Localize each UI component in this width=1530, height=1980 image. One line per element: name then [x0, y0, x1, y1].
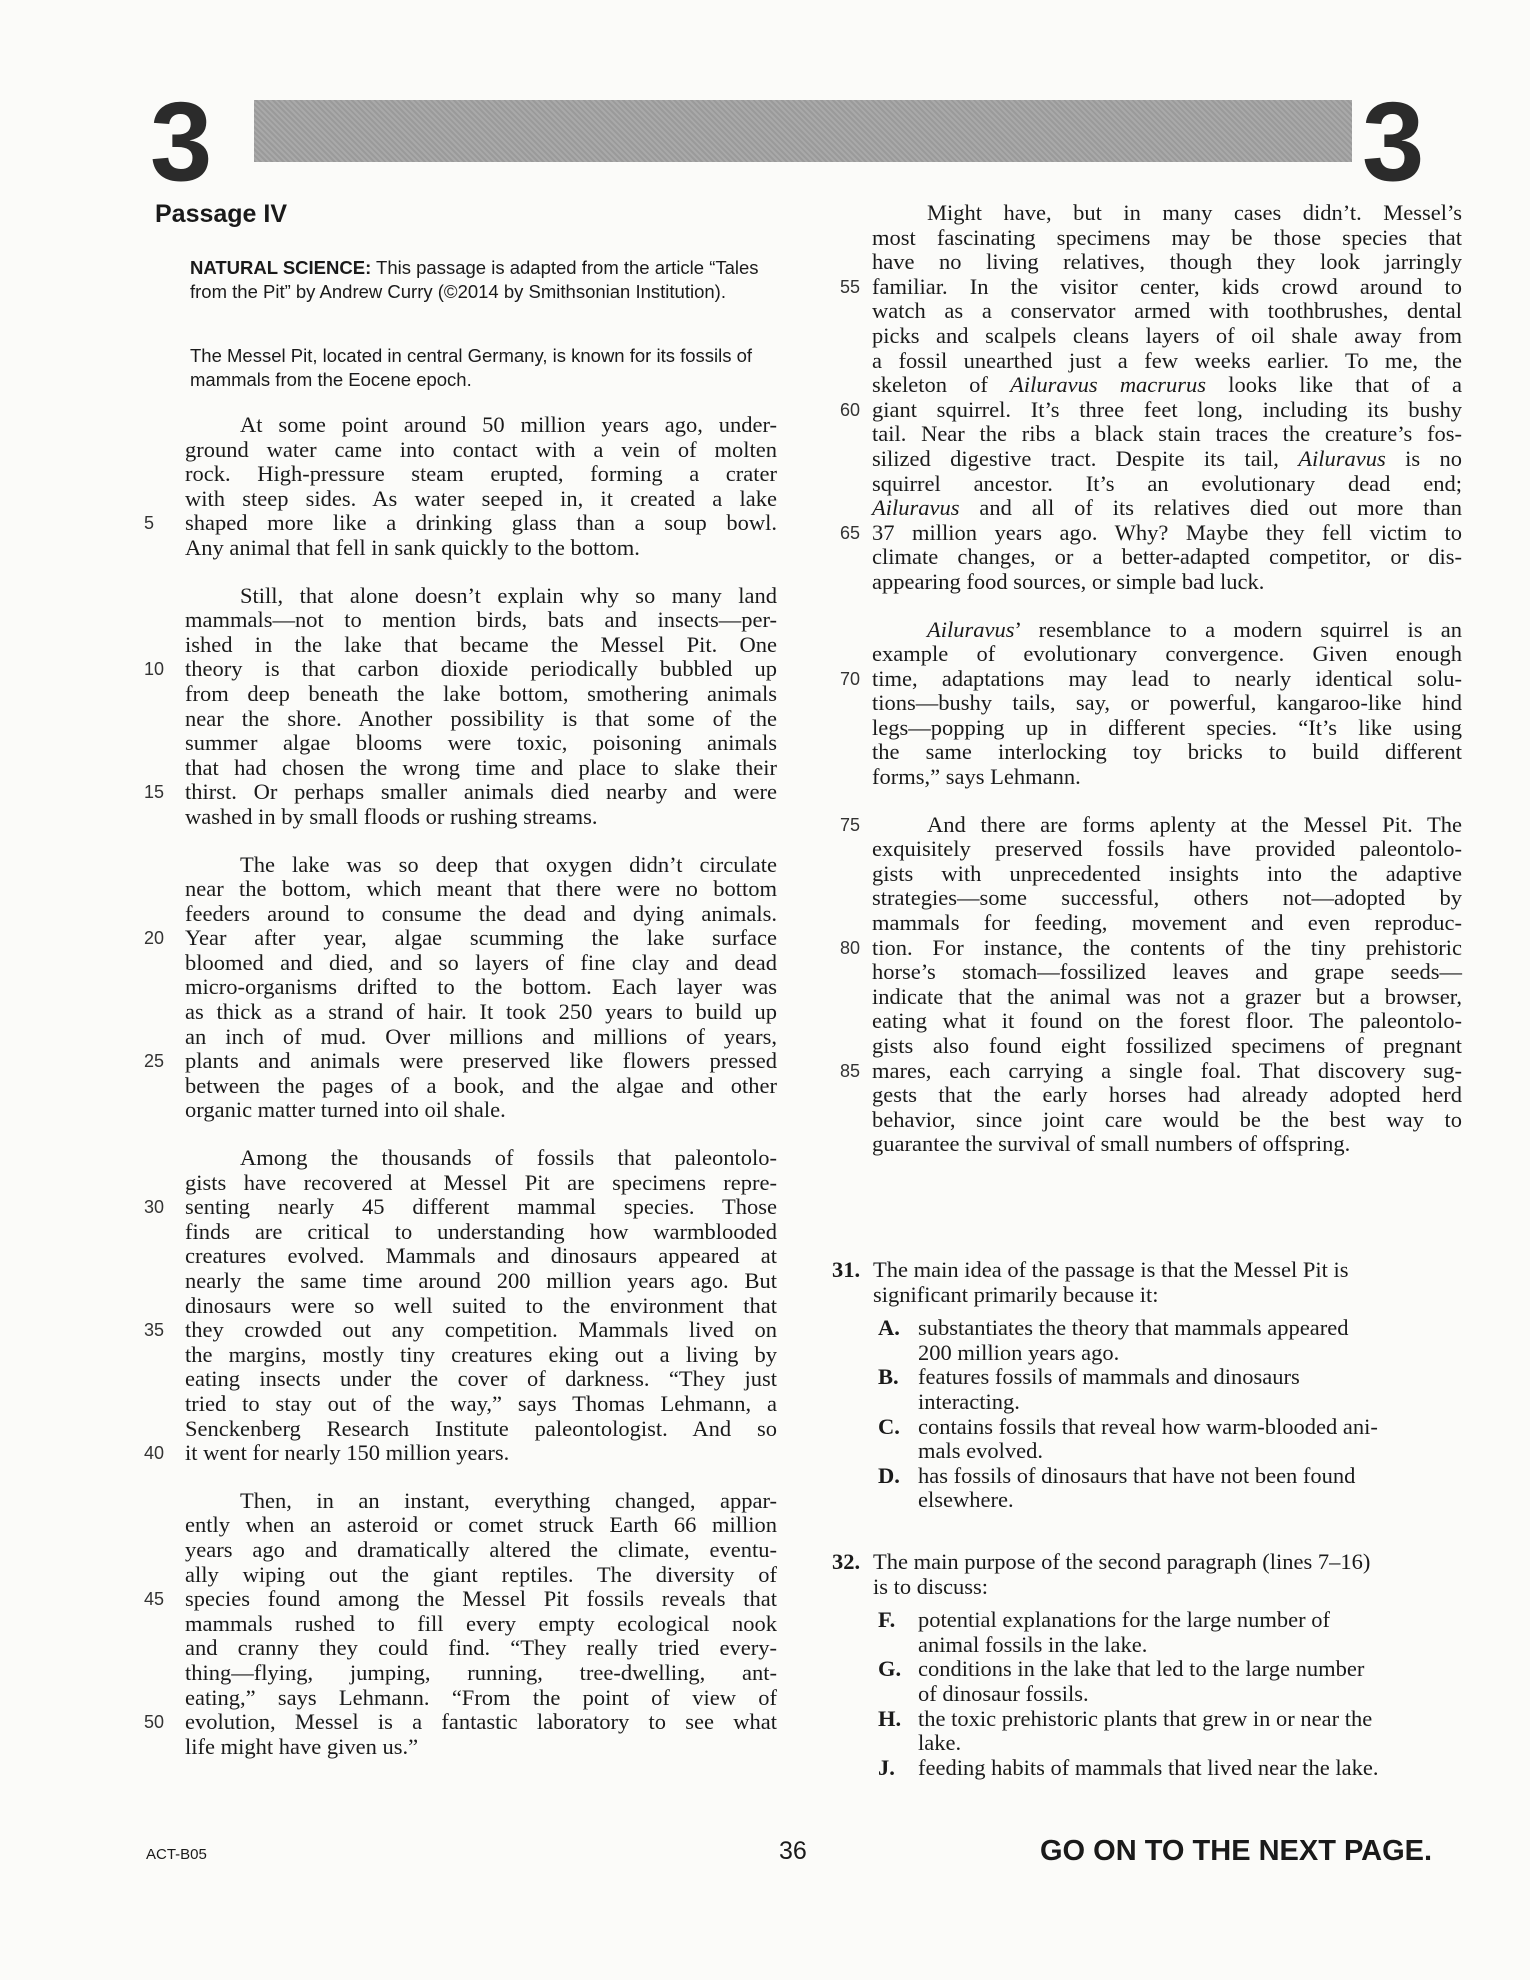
line-number: 10	[144, 659, 165, 680]
passage-line	[185, 1171, 777, 1196]
line-text: behavior, since joint care would be the best way to	[872, 1106, 1462, 1132]
line-text: eating what it found on the forest floor. The paleontolo-	[872, 1008, 1462, 1034]
passage-line	[840, 519, 1462, 546]
answer-text-line: features fossils of mammals and dinosaurs	[918, 1364, 1300, 1390]
passage-paragraph	[144, 582, 777, 830]
passage-line	[144, 1048, 777, 1074]
form-code: ACT-B05	[146, 1846, 207, 1863]
question-stem-line: significant primarily because it:	[873, 1281, 1159, 1307]
line-text: ished in the lake that became the Messel Pit. One	[185, 631, 777, 657]
line-text: mammals rushed to fill every empty ecological nook	[185, 1610, 777, 1636]
line-text: Still, that alone doesn’t explain why so many land	[240, 582, 777, 608]
line-text: have no living relatives, though they look jarringly	[872, 249, 1462, 275]
line-text: Then, in an instant, everything changed, appar-	[240, 1487, 777, 1513]
passage-line	[872, 642, 1462, 667]
answer-text-line: elsewhere.	[918, 1487, 1014, 1513]
passage-line	[185, 1025, 777, 1050]
section-number-left: 3	[150, 79, 213, 204]
passage-line	[185, 1513, 777, 1538]
passage-line	[185, 1343, 777, 1368]
passage-line	[872, 765, 1462, 790]
passage-line	[872, 1132, 1462, 1157]
answer-option-b[interactable]	[832, 1365, 1462, 1414]
answer-text-line: contains fossils that reveal how warm-blooded ani-	[918, 1413, 1378, 1439]
line-number: 20	[144, 928, 165, 949]
line-text: The lake was so deep that oxygen didn’t circulate	[240, 851, 777, 877]
answer-text-line: substantiates the theory that mammals appeared	[918, 1315, 1349, 1341]
passage-line	[144, 1709, 777, 1735]
passage-paragraph	[840, 616, 1462, 790]
line-text: gists have recovered at Messel Pit are specimens repre-	[185, 1169, 777, 1195]
passage-line	[185, 877, 777, 902]
answer-letter: H.	[878, 1705, 902, 1731]
passage-paragraph	[840, 811, 1462, 1157]
line-text: climate changes, or a better-adapted competitor, or dis-	[872, 544, 1462, 570]
line-text: feeders around to consume the dead and dying animals.	[185, 900, 777, 926]
section-header-band	[254, 100, 1352, 162]
line-text: a fossil unearthed just a few weeks earlier. To me, the	[872, 347, 1462, 373]
line-text: ground water came into contact with a vein of molten	[185, 436, 777, 462]
line-text: from deep beneath the lake bottom, smothering animals	[185, 680, 777, 706]
line-text: time, adaptations may lead to nearly identical solu-	[872, 665, 1462, 691]
line-text: an inch of mud. Over millions and millions of years,	[185, 1023, 777, 1049]
line-number: 75	[840, 814, 861, 835]
line-text: rock. High-pressure steam erupted, forming a crater	[185, 461, 777, 487]
line-text: organic matter turned into oil shale.	[185, 1097, 506, 1123]
line-text: At some point around 50 million years ago, under-	[240, 412, 777, 437]
answer-text-line: feeding habits of mammals that lived near the lake.	[918, 1754, 1379, 1780]
line-text: 37 million years ago. Why? Maybe they fell victim to	[872, 519, 1462, 545]
line-text: picks and scalpels cleans layers of oil shale away from	[872, 322, 1462, 348]
line-text: familiar. In the visitor center, kids crowd around to	[872, 273, 1462, 299]
line-text: eating insects under the cover of darkness. “They just	[185, 1366, 777, 1392]
answer-text-line: animal fossils in the lake.	[918, 1631, 1148, 1657]
line-text: And there are forms aplenty at the Messel Pit. The	[927, 811, 1462, 837]
passage-line	[144, 510, 777, 536]
passage-line	[872, 250, 1462, 275]
passage-line	[872, 716, 1462, 741]
line-text: Might have, but in many cases didn’t. Messel’s	[927, 200, 1462, 225]
line-text: skeleton of Ailuravus macrurus looks like that of a	[872, 372, 1463, 398]
passage-line	[872, 324, 1462, 349]
line-number: 35	[144, 1320, 165, 1341]
passage-line	[185, 584, 777, 609]
line-text: dinosaurs were so well suited to the environment that	[185, 1292, 777, 1318]
passage-line	[144, 1194, 777, 1220]
answer-option-j[interactable]	[832, 1756, 1462, 1781]
passage-line	[872, 1083, 1462, 1108]
passage-line	[185, 1269, 777, 1294]
line-text: that had chosen the wrong time and place to slake their	[185, 754, 777, 780]
line-text: tions—bushy tails, say, or powerful, kangaroo-like hind	[872, 690, 1462, 716]
line-text: tion. For instance, the contents of the tiny prehistoric	[872, 934, 1462, 960]
passage-line	[185, 1244, 777, 1269]
question-stem	[832, 1258, 1462, 1307]
line-text: Senckenberg Research Institute paleontologist. And so	[185, 1415, 777, 1441]
passage-line	[872, 545, 1462, 570]
line-text: giant squirrel. It’s three feet long, including its bushy	[872, 396, 1462, 422]
passage-line	[872, 1009, 1462, 1034]
passage-line	[872, 691, 1462, 716]
passage-line	[840, 396, 1462, 423]
line-text: eating,” says Lehmann. “From the point of view of	[185, 1684, 777, 1710]
passage-column-left	[144, 412, 777, 1759]
line-text: finds are critical to understanding how warmblooded	[185, 1218, 777, 1244]
passage-line	[185, 1220, 777, 1245]
line-text: and cranny they could find. “They really tried every-	[185, 1635, 777, 1661]
passage-line	[840, 1057, 1462, 1084]
passage-line	[872, 886, 1462, 911]
answer-option-f[interactable]	[832, 1608, 1462, 1657]
question-number: 31.	[832, 1257, 861, 1282]
line-text: forms,” says Lehmann.	[872, 764, 1081, 790]
line-text: tail. Near the ribs a black stain traces the creature’s fos-	[872, 421, 1462, 447]
passage-line	[872, 226, 1462, 251]
question-stem-line: The main purpose of the second paragraph (lines 7–16)	[873, 1549, 1371, 1574]
passage-line	[185, 1146, 777, 1171]
line-text: they crowded out any competition. Mammals lived on	[185, 1317, 777, 1343]
line-text: guarantee the survival of small numbers of offspring.	[872, 1131, 1351, 1157]
line-text: with steep sides. As water seeped in, it created a lake	[185, 485, 777, 511]
line-text: mares, each carrying a single foal. That discovery sug-	[872, 1057, 1462, 1083]
passage-line	[872, 201, 1462, 226]
answer-option-h[interactable]	[832, 1707, 1462, 1756]
answer-text-line: has fossils of dinosaurs that have not been found	[918, 1462, 1356, 1488]
line-text: between the pages of a book, and the algae and other	[185, 1072, 777, 1098]
line-text: it went for nearly 150 million years.	[185, 1440, 510, 1466]
line-text: as thick as a strand of hair. It took 250 years to build up	[185, 999, 777, 1025]
line-text: shaped more like a drinking glass than a soup bowl.	[185, 510, 777, 536]
line-text: plants and animals were preserved like flowers pressed	[185, 1048, 777, 1074]
answer-option-g[interactable]	[832, 1657, 1462, 1706]
line-text: indicate that the animal was not a grazer but a browser,	[872, 983, 1462, 1009]
passage-line	[185, 805, 777, 830]
passage-line	[840, 273, 1462, 300]
line-number: 55	[840, 276, 861, 297]
source-category-label: NATURAL SCIENCE:	[190, 257, 372, 278]
line-text: bloomed and died, and so layers of fine clay and dead	[185, 949, 777, 975]
passage-line	[840, 934, 1462, 961]
passage-line	[185, 682, 777, 707]
line-number: 85	[840, 1060, 861, 1081]
passage-line	[185, 1098, 777, 1123]
passage-line	[185, 413, 777, 438]
answer-option-a[interactable]	[832, 1316, 1462, 1365]
answer-text-line: lake.	[918, 1730, 962, 1756]
line-text: squirrel ancestor. It’s an evolutionary dead end;	[872, 470, 1462, 496]
line-text: summer algae blooms were toxic, poisoning animals	[185, 730, 777, 756]
answer-letter: B.	[878, 1364, 899, 1390]
line-text: gists also found eight fossilized specimens of pregnant	[872, 1033, 1462, 1058]
passage-line	[840, 665, 1462, 692]
line-number: 45	[144, 1589, 165, 1610]
answer-option-d[interactable]	[832, 1464, 1462, 1513]
passage-line	[185, 902, 777, 927]
passage-line	[185, 1686, 777, 1711]
passage-line	[872, 960, 1462, 985]
question-31	[832, 1258, 1462, 1513]
line-text: Among the thousands of fossils that paleontolo-	[240, 1145, 777, 1171]
passage-line	[185, 1294, 777, 1319]
answer-letter: D.	[878, 1462, 900, 1488]
question-number: 32.	[832, 1549, 861, 1574]
line-text: micro-organisms drifted to the bottom. Each layer was	[185, 974, 777, 1000]
line-text: life might have given us.”	[185, 1733, 419, 1759]
passage-paragraph	[144, 1487, 777, 1760]
line-number: 50	[144, 1712, 165, 1733]
passage-line	[872, 911, 1462, 936]
passage-line	[185, 707, 777, 732]
line-text: Ailuravus and all of its relatives died out more than	[872, 495, 1462, 521]
passage-line	[872, 472, 1462, 497]
line-text: senting nearly 45 different mammal species. Those	[185, 1194, 777, 1220]
passage-line	[872, 985, 1462, 1010]
line-text: horse’s stomach—fossilized leaves and grape seeds—	[872, 959, 1462, 985]
passage-line	[872, 740, 1462, 765]
line-text: nearly the same time around 200 million years ago. But	[185, 1268, 777, 1293]
answer-option-c[interactable]	[832, 1415, 1462, 1464]
answer-text-line: conditions in the lake that led to the large number	[918, 1656, 1365, 1682]
line-text: legs—popping up in different species. “It’s like using	[872, 714, 1462, 740]
passage-line	[185, 1538, 777, 1563]
line-text: washed in by small floods or rushing streams.	[185, 803, 598, 829]
line-number: 40	[144, 1443, 165, 1464]
passage-line	[185, 438, 777, 463]
line-text: evolution, Messel is a fantastic laboratory to see what	[185, 1709, 777, 1735]
line-text: gests that the early horses had already adopted herd	[872, 1082, 1462, 1108]
line-text: the margins, mostly tiny creatures eking out a living by	[185, 1341, 777, 1367]
passage-line	[185, 1489, 777, 1514]
line-text: mammals for feeding, movement and even reproduc-	[872, 910, 1462, 936]
passage-source-note	[190, 256, 782, 303]
passage-line	[185, 633, 777, 658]
passage-line	[872, 349, 1462, 374]
line-text: Any animal that fell in sank quickly to the bottom.	[185, 534, 640, 560]
line-text: most fascinating specimens may be those species that	[872, 224, 1462, 250]
answer-letter: J.	[878, 1754, 895, 1780]
line-text: example of evolutionary convergence. Given enough	[872, 641, 1462, 667]
passage-line	[185, 462, 777, 487]
source-citation: This passage is adapted from the article “Tales from the Pit” by Andrew Curry (©2014 by Smithsonian Institution).	[190, 257, 759, 302]
answer-text-line: 200 million years ago.	[918, 1339, 1120, 1365]
passage-line	[872, 862, 1462, 887]
line-text: strategies—some successful, others not—adopted by	[872, 885, 1462, 911]
next-page-notice: GO ON TO THE NEXT PAGE.	[1040, 1835, 1433, 1867]
line-number: 5	[144, 513, 155, 534]
passage-line	[185, 1612, 777, 1637]
passage-line	[185, 536, 777, 561]
passage-paragraph	[840, 200, 1463, 595]
passage-line	[872, 299, 1462, 324]
line-text: creatures evolved. Mammals and dinosaurs appeared at	[185, 1243, 777, 1269]
line-text: thirst. Or perhaps smaller animals died nearby and were	[185, 779, 777, 805]
passage-line	[144, 1317, 777, 1343]
passage-line	[144, 1586, 777, 1612]
passage-line	[872, 1108, 1462, 1133]
passage-line	[185, 975, 777, 1000]
line-text: tried to stay out of the way,” says Thomas Lehmann, a	[185, 1390, 777, 1416]
passage-line	[872, 1034, 1462, 1059]
passage-line	[185, 1392, 777, 1417]
answer-letter: G.	[878, 1656, 902, 1682]
answer-letter: C.	[878, 1413, 900, 1439]
passage-line	[872, 618, 1462, 643]
passage-line	[144, 779, 777, 805]
passage-line	[185, 608, 777, 633]
answer-text-line: of dinosaur fossils.	[918, 1680, 1089, 1706]
line-text: ally wiping out the giant reptiles. The diversity of	[185, 1561, 777, 1587]
passage-line	[872, 373, 1462, 398]
passage-paragraph	[144, 412, 777, 561]
line-text: silized digestive tract. Despite its tail, Ailuravus is no	[872, 445, 1462, 471]
passage-line	[185, 951, 777, 976]
passage-line	[185, 1000, 777, 1025]
passage-line	[144, 1440, 777, 1466]
line-number: 80	[840, 937, 861, 958]
question-32	[832, 1550, 1462, 1780]
passage-line	[840, 811, 1462, 838]
passage-line	[144, 656, 777, 682]
line-number: 30	[144, 1197, 165, 1218]
answer-text-line: mals evolved.	[918, 1438, 1043, 1464]
answer-text-line: the toxic prehistoric plants that grew in or near the	[918, 1705, 1373, 1731]
question-stem-line: The main idea of the passage is that the Messel Pit is	[873, 1257, 1349, 1282]
passage-paragraph	[144, 1145, 777, 1466]
line-text: theory is that carbon dioxide periodically bubbled up	[185, 656, 777, 682]
line-text: mammals—not to mention birds, bats and insects—per-	[185, 607, 777, 633]
line-text: near the shore. Another possibility is that some of the	[185, 705, 777, 731]
passage-line	[872, 570, 1462, 595]
passage-line	[185, 1417, 777, 1442]
passage-line	[872, 496, 1462, 521]
line-text: Year after year, algae scumming the lake surface	[185, 925, 777, 951]
passage-line	[185, 1563, 777, 1588]
line-number: 70	[840, 668, 861, 689]
passage-line	[185, 1074, 777, 1099]
passage-line	[185, 731, 777, 756]
passage-line	[185, 1636, 777, 1661]
passage-line	[144, 925, 777, 951]
passage-line	[185, 1661, 777, 1686]
line-text: thing—flying, jumping, running, tree-dwelling, ant-	[185, 1659, 777, 1685]
answer-text-line: potential explanations for the large number of	[918, 1607, 1330, 1633]
line-text: near the bottom, which meant that there were no bottom	[185, 876, 777, 902]
passage-line	[185, 487, 777, 512]
question-stem	[832, 1550, 1462, 1599]
passage-title: Passage IV	[155, 200, 288, 228]
passage-context-note: The Messel Pit, located in central Germany, is known for its fossils of mammals from the Eocene epoch.	[190, 345, 753, 390]
line-text: watch as a conservator armed with toothbrushes, dental	[872, 298, 1462, 324]
line-number: 60	[840, 399, 861, 420]
line-number: 15	[144, 782, 165, 803]
page-number: 36	[779, 1837, 807, 1865]
passage-line	[185, 1367, 777, 1392]
line-text: species found among the Messel Pit fossils reveals that	[185, 1586, 777, 1612]
answer-letter: A.	[878, 1315, 900, 1341]
passage-column-right	[840, 200, 1463, 1157]
passage-line	[185, 853, 777, 878]
line-number: 65	[840, 522, 861, 543]
line-text: Ailuravus’ resemblance to a modern squirrel is an	[927, 616, 1462, 642]
line-text: ently when an asteroid or comet struck Earth 66 million	[185, 1512, 777, 1538]
passage-line	[872, 422, 1462, 447]
line-text: exquisitely preserved fossils have provided paleontolo-	[872, 836, 1462, 862]
line-text: gists with unprecedented insights into the adaptive	[872, 860, 1462, 886]
passage-paragraph	[144, 851, 777, 1124]
section-number-right: 3	[1362, 79, 1425, 204]
answer-letter: F.	[878, 1607, 896, 1633]
passage-line	[872, 837, 1462, 862]
passage-line	[185, 756, 777, 781]
passage-line	[185, 1735, 777, 1760]
question-stem-line: is to discuss:	[873, 1573, 989, 1599]
line-number: 25	[144, 1051, 165, 1072]
line-text: appearing food sources, or simple bad luck.	[872, 568, 1265, 594]
line-text: the same interlocking toy bricks to build different	[872, 739, 1462, 765]
line-text: years ago and dramatically altered the climate, eventu-	[185, 1536, 777, 1562]
answer-text-line: interacting.	[918, 1388, 1020, 1414]
passage-line	[872, 447, 1462, 472]
